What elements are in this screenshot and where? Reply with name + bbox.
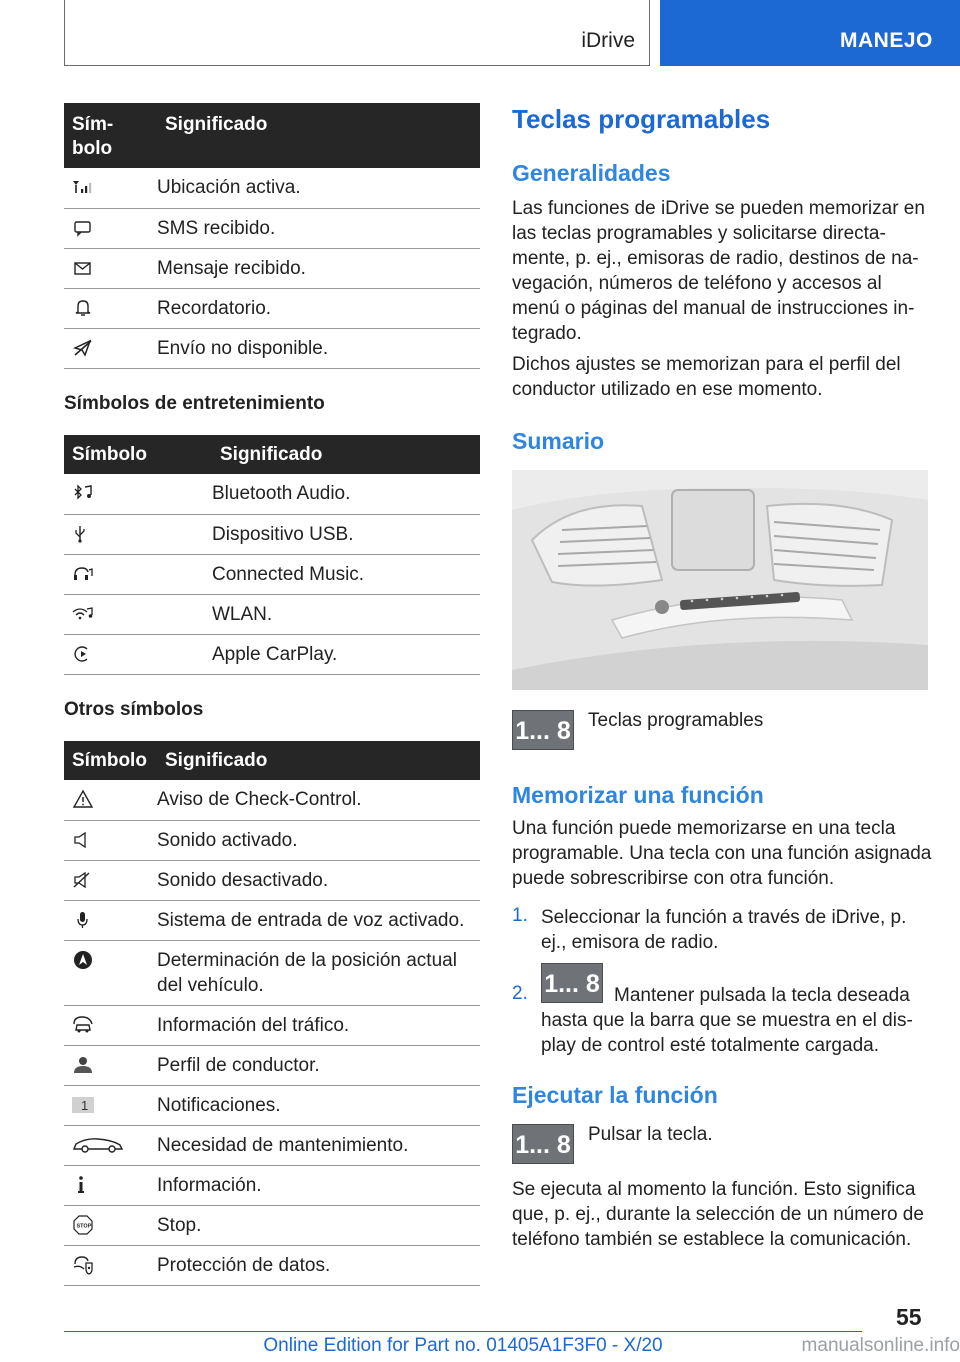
caption-programmable-keys: Teclas programables [588,710,764,731]
table2-header-meaning: Significado [212,435,480,474]
table1-row-text: Recordatorio. [157,288,480,328]
header-section-title: iDrive [581,29,635,52]
table2-row-text: Connected Music. [212,554,480,594]
data-protection-icon [72,1255,94,1275]
table3-row-text: Sonido desactivado. [157,860,480,900]
symbols-table-1 [64,103,480,369]
warning-icon [72,789,94,809]
speaker-muted-icon [72,870,94,890]
step-2-text-a: Mantener pulsada la tecla deseada [614,985,910,1006]
bluetooth-audio-icon [72,483,94,503]
wlan-icon [72,604,94,624]
table3-row-text: Perfil de conductor. [157,1045,480,1085]
table3-row-text: Protección de datos. [157,1245,480,1285]
header-chapter-tab [660,0,960,66]
connected-music-icon [72,564,94,584]
programmable-key-image: 1... 8 [512,1124,574,1164]
table3-header-meaning: Significado [157,741,480,780]
svg-text:STOP: STOP [76,1223,92,1229]
car-service-icon [72,1135,124,1155]
table2-header-symbol: Símbolo [64,435,212,474]
step-2-text-b: hasta que la barra que se muestra en el display de control esté totalmente cargada. [541,1010,913,1056]
symbols-table-2 [64,435,480,675]
table2-row-text: Bluetooth Audio. [212,474,480,514]
heading-execute: Ejecutar la función [512,1082,718,1108]
microphone-icon [72,910,94,930]
page-number: 55 [896,1304,922,1330]
paragraph-general-2: Dichos ajustes se memorizan para el perfil del conductor utilizado en ese momento. [512,354,901,400]
table1-header-symbol: Sím- bolo [64,103,157,168]
dashboard-photo [512,470,928,690]
paragraph-execute-2: Se ejecuta al momento la función. Esto significa que, p. ej., durante la selección de un número de teléfono también se establece la comunicación. [512,1179,924,1250]
programmable-key-image: 1... 8 [512,710,574,750]
step-1-text: Seleccionar la función a través de iDrive, p. ej., emisora de radio. [541,907,907,953]
bell-icon [72,298,94,318]
traffic-icon [72,1015,94,1035]
table2-row-text: WLAN. [212,594,480,634]
header-section-box [64,0,650,66]
mail-icon [72,258,94,278]
svg-text:1: 1 [81,1097,89,1113]
table3-row-text: Notificaciones. [157,1085,480,1125]
info-icon [72,1175,94,1195]
table3-row-text: Necesidad de mantenimiento. [157,1125,480,1165]
send-unavailable-icon [72,338,94,358]
step-number-2: 2. [512,983,528,1004]
paragraph-general-1: Las funciones de iDrive se pueden memorizar en las teclas programables y solicitarse directamente, p. ej., emisoras de radio, destinos de navegación, números de teléfono y accesos al menú o páginas del manual de instrucciones integrado. [512,198,925,344]
heading-memorize: Memorizar una función [512,782,764,808]
table1-row-text: SMS recibido. [157,208,480,248]
footer-rule [64,1331,862,1332]
symbols-table-3 [64,741,480,1286]
table3-row-text: Información. [157,1165,480,1205]
position-icon [72,950,94,970]
paragraph-execute-1: Pulsar la tecla. [588,1124,713,1145]
programmable-key-image: 1... 8 [541,963,603,1003]
section-title-entertainment: Símbolos de entretenimiento [64,393,325,414]
driver-profile-icon [72,1055,94,1075]
carplay-icon [72,644,94,664]
table3-row-text: Información del tráfico. [157,1005,480,1045]
table3-row-text: Stop. [157,1205,480,1245]
heading-summary: Sumario [512,428,605,454]
table3-row-text: Sonido activado. [157,820,480,860]
table1-row-text: Mensaje recibido. [157,248,480,288]
table3-row-text: Determinación de la posición actual del vehículo. [157,940,480,1005]
header-chapter-title: MANEJO [840,29,933,52]
table2-row-text: Apple CarPlay. [212,634,480,674]
table3-row-text: Aviso de Check-Control. [157,780,480,820]
page-title: Teclas programables [512,104,771,134]
table1-row-text: Ubicación activa. [157,168,480,208]
usb-icon [72,524,94,544]
footer-edition-text: Online Edition for Part no. 01405A1F3F0 - X/20 [263,1335,663,1356]
paragraph-memorize: Una función puede memorizarse en una tecla programable. Una tecla con una función asignada puede sobrescribirse con otra función. [512,818,932,889]
table3-row-text: Sistema de entrada de voz activado. [157,900,480,940]
section-title-other: Otros símbolos [64,699,204,720]
heading-general: Generalidades [512,160,671,186]
table1-row-text: Envío no disponible. [157,328,480,368]
stop-icon [72,1215,94,1235]
sms-icon [72,218,94,238]
table2-row-text: Dispositivo USB. [212,514,480,554]
signal-icon [72,177,94,197]
speaker-icon [72,830,94,850]
table3-header-symbol: Símbolo [64,741,157,780]
table1-header-meaning: Significado [157,103,480,168]
step-number-1: 1. [512,905,528,926]
footer-brand: manualsonline.info [801,1335,960,1356]
notification-icon [72,1095,94,1115]
